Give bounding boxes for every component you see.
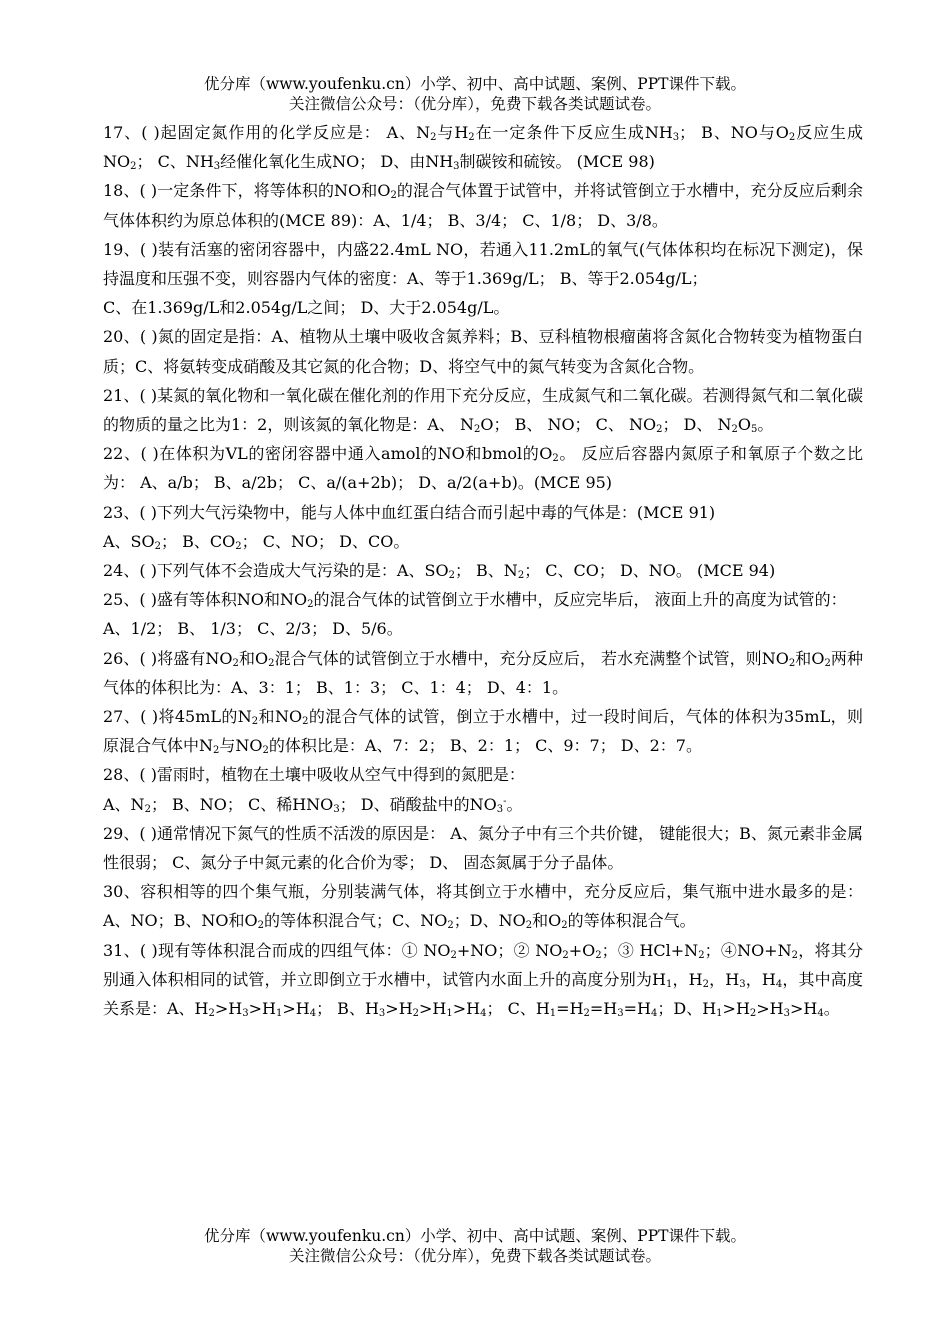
question-paragraph: 27、( )将45mL的$N_2$和$NO_2$的混合气体的试管，倒立于水槽中，过一段时间后，气体的体积为35mL，则原混合气体中$N_2$与$NO_2$的体积比是：A、7：2； B、2：1； C、9：7； D、2：7。	[103, 707, 863, 757]
question-paragraph: 23、( )下列大气污染物中，能与人体中血红蛋白结合而引起中毒的气体是：(MCE 91)	[103, 502, 716, 522]
question-list	[103, 118, 863, 1023]
footer-site-line: 优分库（www.youfenku.cn）小学、初中、高中试题、案例、PPT课件下载。	[203, 1227, 747, 1245]
page-footer	[0, 1226, 950, 1266]
question-paragraph: 22、( )在体积为VL的密闭容器中通入amol的NO和bmol的$O_2$。 反应后容器内氮原子和氧原子个数之比为： A、a/b； B、a/2b； C、a/(a+2b)； D、a/2(a+b)。(MCE 95)	[103, 444, 863, 493]
header-site-line: 优分库（www.youfenku.cn）小学、初中、高中试题、案例、PPT课件下载。	[203, 75, 747, 93]
question-paragraph: 24、( )下列气体不会造成大气污染的是：A、$SO_2$； B、$N_2$； C、CO； D、NO。 (MCE 94)	[103, 561, 776, 582]
question-paragraph: 30、容积相等的四个集气瓶，分别装满气体，将其倒立于水槽中，充分反应后，集气瓶中进水最多的是：A、NO；B、NO和$O_2$的等体积混合气；C、$NO_2$；D、$NO_2$和$O_2$的等体积混合气。	[103, 882, 863, 932]
question-paragraph: A、$N_2$； B、NO； C、稀$HNO_3$； D、硝酸盐中的$NO_3^-$。	[103, 794, 523, 815]
question-paragraph: 28、( )雷雨时，植物在土壤中吸收从空气中得到的氮肥是：	[103, 765, 525, 785]
question-paragraph: 18、( )一定条件下，将等体积的NO和$O_2$的混合气体置于试管中，并将试管倒立于水槽中，充分反应后剩余气体体积约为原总体积的(MCE 89)：A、1/4； B、3/4； C、1/8； D、3/8。	[103, 181, 863, 230]
question-paragraph: 26、( )将盛有$NO_2$和$O_2$混合气体的试管倒立于水槽中，充分反应后， 若水充满整个试管，则$NO_2$和$O_2$两种气体的体积比为：A、3：1； B、1：3； C、1：4； D、4：1。	[103, 648, 863, 697]
question-paragraph: 21、( )某氮的氧化物和一氧化碳在催化剂的作用下充分反应，生成氮气和二氧化碳。若测得氮气和二氧化碳的物质的量之比为1：2，则该氮的氧化物是：A、 $N_2O$； B、 NO； C、 $NO_2$； D、 $N_2O_5$。	[103, 385, 863, 436]
question-paragraph: 20、( )氮的固定是指：A、植物从土壤中吸收含氮养料；B、豆科植物根瘤菌将含氮化合物转变为植物蛋白质；C、将氨转变成硝酸及其它氮的化合物；D、将空气中的氮气转变为含氮化合物。	[103, 327, 863, 376]
question-paragraph: 17、( )起固定氮作用的化学反应是： A、$N_2$与$H_2$在一定条件下反应生成$NH_3$； B、NO与$O_2$反应生成$NO_2$； C、$NH_3$经催化氧化生成NO； D、由$NH_3$制碳铵和硫铵。 (MCE 98)	[103, 123, 863, 173]
question-paragraph: A、1/2； B、 1/3； C、2/3； D、5/6。	[103, 619, 403, 639]
question-paragraph: A、$SO_2$； B、$CO_2$； C、NO； D、CO。	[103, 531, 410, 552]
question-paragraph: 19、( )装有活塞的密闭容器中，内盛22.4mL NO，若通入11.2mL的氧气(气体体积均在标况下测定)，保持温度和压强不变，则容器内气体的密度：A、等于1.369g/L； B、等于2.054g/L；	[103, 239, 863, 289]
header-wechat-line: 关注微信公众号：（优分库），免费下载各类试题试卷。	[288, 95, 661, 113]
question-paragraph: 25、( )盛有等体积NO和$NO_2$的混合气体的试管倒立于水槽中，反应完毕后， 液面上升的高度为试管的：	[103, 590, 847, 611]
question-paragraph: C、在1.369g/L和2.054g/L之间； D、大于2.054g/L。	[103, 298, 510, 318]
question-paragraph: 29、( )通常情况下氮气的性质不活泼的原因是： A、氮分子中有三个共价键， 键能很大；B、氮元素非金属性很弱； C、氮分子中氮元素的化合价为零； D、 固态氮属于分子晶体。	[103, 823, 863, 873]
question-paragraph: 31、( )现有等体积混合而成的四组气体：① $NO_2+NO$；② $NO_2+O_2$；③ $HCl+N_2$；$④NO+N_2$，将其分别通入体积相同的试管，并立即倒立于水槽中，试管内水面上升的高度分别为$H_1$，$H_2$，$H_3$，$H_4$，其中高度关系是：A、$H_2>H_3>H_1>H_4$； B、$H_3>H_2>H_1>H_4$； C、$H_1=H_2=H_3=H_4$；D、$H_1>H_2>H_3>H_4$。	[103, 940, 863, 1020]
page-header	[0, 74, 950, 114]
footer-wechat-line: 关注微信公众号：（优分库），免费下载各类试题试卷。	[288, 1247, 661, 1265]
